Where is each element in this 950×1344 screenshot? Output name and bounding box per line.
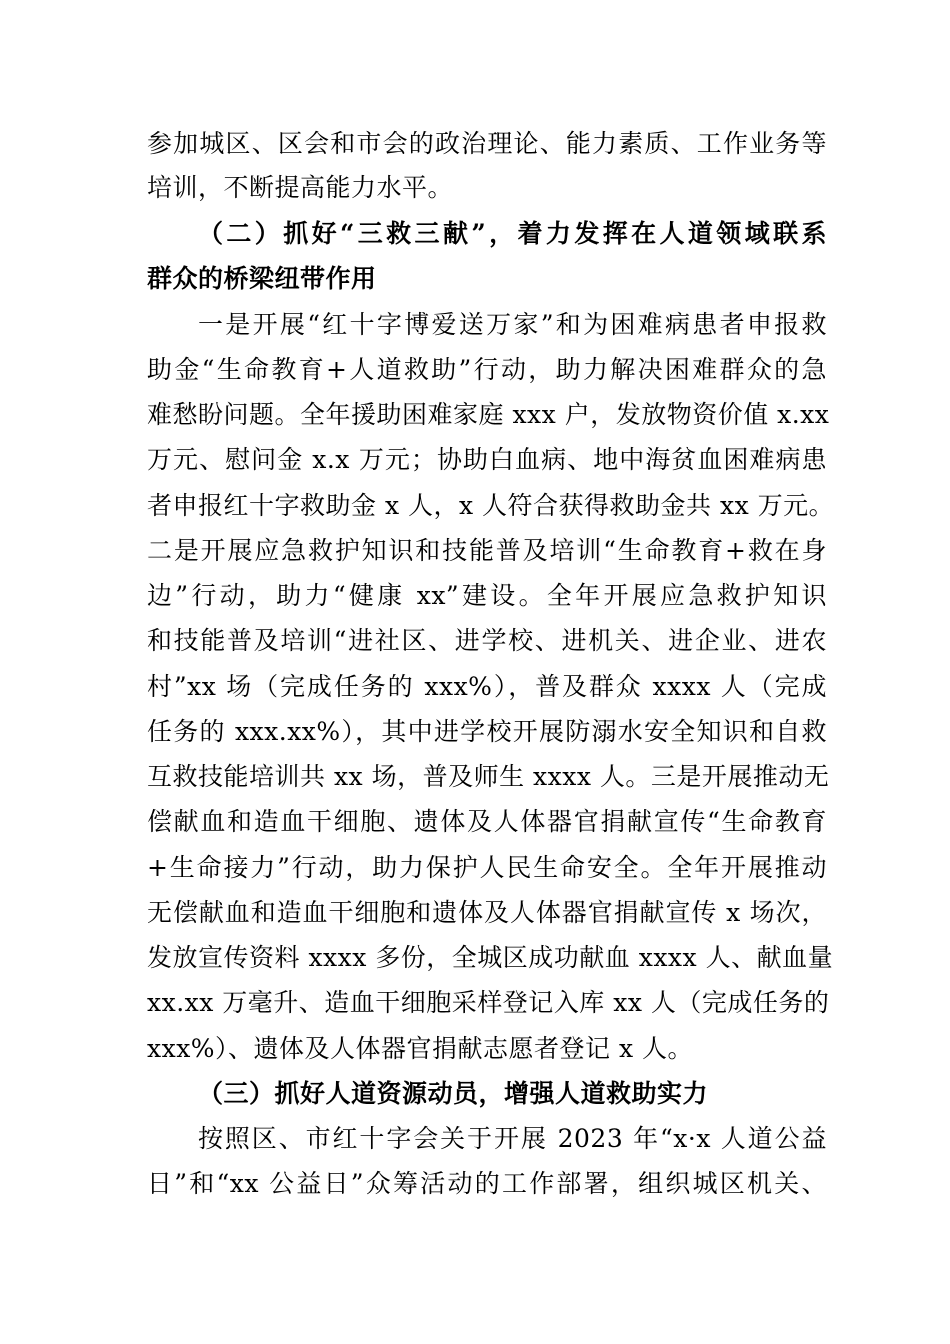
body-text-line: 任务的 xxx.xx%），其中进学校开展防溺水安全知识和自救	[147, 717, 827, 746]
body-text-line: 和技能普及培训“进社区、进学校、进机关、进企业、进农	[147, 626, 827, 655]
body-text-line: 按照区、市红十字会关于开展 2023 年“x·x 人道公益	[198, 1124, 827, 1153]
body-text-line: xxx%）、遗体及人体器官捐献志愿者登记 x 人。	[147, 1034, 694, 1063]
body-text-line: 一是开展“红十字博爱送万家”和为困难病患者申报救	[198, 310, 827, 339]
body-text-line: 培训，不断提高能力水平。	[147, 173, 454, 202]
body-text-line: 偿献血和造血干细胞、遗体及人体器官捐献宣传“生命教育	[147, 807, 827, 836]
body-text-line: 二是开展应急救护知识和技能普及培训“生命教育+救在身	[147, 536, 827, 565]
body-text-line: xx.xx 万毫升、造血干细胞采样登记入库 xx 人（完成任务的	[147, 988, 830, 1017]
section-heading-2: （二）抓好“三救三献”，着力发挥在人道领域联系	[198, 219, 827, 248]
body-text-line: 助金“生命教育+人道救助”行动，助力解决困难群众的急	[147, 355, 827, 384]
body-text-line: 村”xx 场（完成任务的 xxx%），普及群众 xxxx 人（完成	[147, 672, 827, 701]
body-text-line: 发放宣传资料 xxxx 多份，全城区成功献血 xxxx 人、献血量	[147, 943, 834, 972]
body-text-line: 边”行动，助力“健康 xx”建设。全年开展应急救护知识	[147, 581, 827, 610]
body-text-line: 万元、慰问金 x.x 万元；协助白血病、地中海贫血困难病患	[147, 445, 827, 474]
body-text-line: +生命接力”行动，助力保护人民生命安全。全年开展推动	[147, 853, 827, 882]
body-text-line: 参加城区、区会和市会的政治理论、能力素质、工作业务等	[147, 129, 827, 158]
body-text-line: 日”和“xx 公益日”众筹活动的工作部署，组织城区机关、	[147, 1169, 827, 1198]
body-text-line: 互救技能培训共 xx 场，普及师生 xxxx 人。三是开展推动无	[147, 762, 830, 791]
section-heading-2-cont: 群众的桥梁纽带作用	[147, 264, 377, 293]
section-heading-3: （三）抓好人道资源动员，增强人道救助实力	[198, 1079, 709, 1108]
body-text-line: 者申报红十字救助金 x 人，x 人符合获得救助金共 xx 万元。	[147, 491, 835, 520]
body-text-line: 难愁盼问题。全年援助困难家庭 xxx 户，发放物资价值 x.xx	[147, 400, 830, 429]
body-text-line: 无偿献血和造血干细胞和遗体及人体器官捐献宣传 x 场次，	[147, 898, 827, 927]
